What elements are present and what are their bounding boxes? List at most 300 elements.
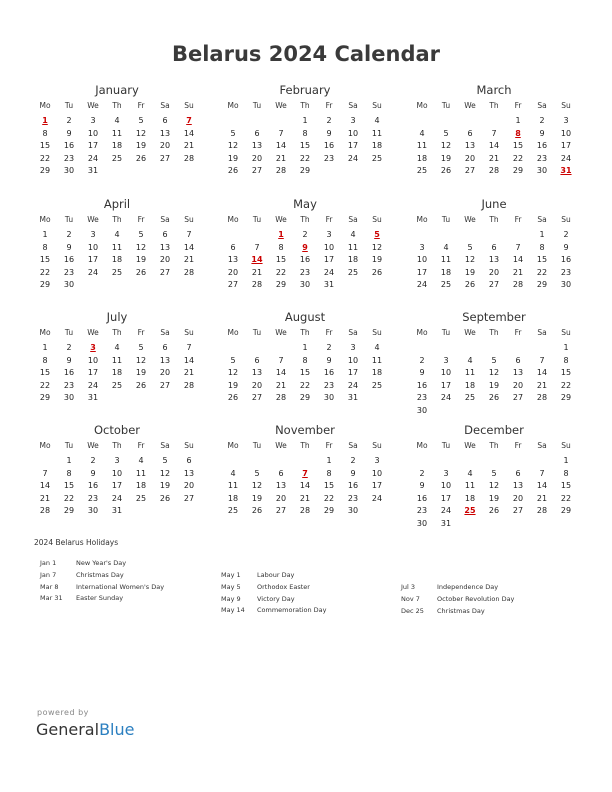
holiday-date: Mar 8: [40, 582, 59, 591]
day-cell: 27: [488, 280, 500, 289]
weekday-header: Sa: [537, 441, 547, 450]
day-cell: 25: [371, 380, 383, 390]
day-cell: 9: [563, 242, 569, 252]
day-cell: 22: [299, 380, 311, 390]
day-cell: 26: [227, 393, 239, 402]
day-cell: 18: [347, 255, 359, 264]
day-cell: 20: [464, 153, 476, 163]
day-cell: 24: [347, 380, 359, 390]
day-cell: 24: [440, 506, 452, 515]
day-cell: 26: [440, 166, 452, 175]
day-cell: 1: [563, 343, 569, 352]
weekday-header: Th: [489, 441, 499, 450]
day-cell: 31: [87, 166, 99, 175]
holiday-day-cell: 3: [90, 343, 96, 352]
holiday-date: May 14: [221, 606, 245, 615]
day-cell: 17: [560, 141, 572, 150]
day-cell: 22: [512, 153, 524, 163]
day-cell: 16: [536, 141, 548, 150]
weekday-header: Sa: [160, 101, 170, 110]
weekday-header: Mo: [227, 328, 239, 337]
day-cell: 15: [536, 255, 548, 264]
holiday-name: New Year's Day: [76, 559, 127, 567]
day-cell: 31: [111, 506, 123, 515]
weekday-header: Sa: [348, 441, 358, 450]
day-cell: 17: [347, 368, 359, 377]
day-cell: 24: [347, 153, 359, 163]
day-cell: 12: [135, 355, 147, 365]
holiday-day-cell: 14: [251, 255, 263, 264]
month-name: November: [275, 423, 335, 437]
day-cell: 24: [87, 380, 99, 390]
day-cell: 6: [467, 128, 473, 138]
day-cell: 5: [443, 128, 449, 138]
weekday-header: Mo: [227, 441, 239, 450]
day-cell: 22: [63, 493, 75, 503]
day-cell: 2: [90, 456, 96, 465]
day-cell: 20: [159, 368, 171, 377]
holiday-row: [401, 583, 591, 595]
holiday-date: May 5: [221, 582, 241, 591]
month-name: February: [279, 83, 331, 97]
weekday-header: Sa: [160, 328, 170, 337]
day-cell: 25: [135, 493, 147, 503]
day-cell: 10: [347, 128, 359, 138]
day-cell: 23: [536, 153, 548, 163]
day-cell: 27: [464, 166, 476, 175]
day-cell: 13: [464, 141, 476, 150]
day-cell: 27: [512, 506, 524, 515]
holiday-row: [221, 571, 411, 583]
month-august: [221, 310, 389, 430]
day-cell: 2: [66, 230, 72, 239]
day-cell: 13: [251, 368, 263, 377]
weekday-header: Sa: [160, 441, 170, 450]
weekday-header: Sa: [160, 215, 170, 224]
day-cell: 4: [419, 128, 425, 138]
day-cell: 9: [539, 128, 545, 138]
weekday-header: Sa: [537, 215, 547, 224]
day-cell: 29: [512, 166, 524, 175]
holiday-date: May 1: [221, 571, 241, 579]
day-cell: 23: [63, 267, 75, 277]
day-cell: 6: [254, 355, 260, 365]
day-cell: 9: [66, 128, 72, 138]
day-cell: 26: [251, 506, 263, 515]
day-cell: 28: [275, 393, 287, 402]
day-cell: 28: [299, 506, 311, 515]
weekday-header: Mo: [416, 441, 428, 450]
day-cell: 10: [87, 242, 99, 252]
day-cell: 25: [464, 393, 476, 402]
weekday-header: Sa: [348, 215, 358, 224]
weekday-header: Fr: [137, 101, 145, 110]
holiday-name: October Revolution Day: [437, 594, 515, 603]
day-cell: 25: [440, 280, 452, 289]
day-cell: 1: [326, 456, 332, 465]
day-cell: 14: [183, 128, 195, 138]
day-cell: 4: [374, 116, 380, 125]
day-cell: 15: [39, 141, 51, 150]
day-cell: 17: [87, 255, 99, 264]
holiday-date: Jul 3: [401, 583, 416, 591]
weekday-header: Su: [561, 441, 571, 450]
day-cell: 8: [66, 468, 72, 478]
day-cell: 8: [42, 242, 48, 252]
day-cell: 13: [251, 141, 263, 150]
day-cell: 6: [515, 468, 521, 478]
day-cell: 8: [563, 355, 569, 365]
day-cell: 23: [87, 493, 99, 503]
day-cell: 2: [66, 343, 72, 352]
weekday-header: Th: [489, 101, 499, 110]
weekday-header: Su: [184, 441, 194, 450]
day-cell: 29: [299, 393, 311, 402]
day-cell: 10: [87, 128, 99, 138]
day-cell: 23: [299, 267, 311, 277]
day-cell: 24: [440, 393, 452, 402]
day-cell: 11: [111, 128, 123, 138]
day-cell: 3: [443, 468, 449, 478]
day-cell: 29: [560, 393, 572, 402]
day-cell: 15: [323, 481, 335, 490]
weekday-header: Su: [184, 101, 194, 110]
day-cell: 22: [299, 153, 311, 163]
weekday-header: Mo: [39, 328, 51, 337]
day-cell: 3: [419, 242, 425, 252]
day-cell: 20: [512, 380, 524, 390]
day-cell: 16: [323, 368, 335, 377]
day-cell: 3: [563, 116, 569, 125]
day-cell: 26: [227, 166, 239, 175]
day-cell: 13: [512, 368, 524, 377]
day-cell: 1: [66, 456, 72, 465]
day-cell: 25: [347, 267, 359, 277]
holiday-row: [221, 583, 411, 595]
day-cell: 22: [323, 493, 335, 503]
day-cell: 21: [536, 493, 548, 503]
weekday-header: We: [275, 328, 287, 337]
day-cell: 6: [278, 468, 284, 478]
day-cell: 17: [87, 368, 99, 377]
day-cell: 15: [299, 141, 311, 150]
month-name: March: [476, 83, 512, 97]
holiday-row: [40, 571, 230, 583]
weekday-header: Tu: [64, 328, 74, 337]
weekday-header: Tu: [441, 441, 451, 450]
day-cell: 3: [114, 456, 120, 465]
day-cell: 1: [563, 456, 569, 465]
day-cell: 17: [440, 380, 452, 390]
day-cell: 5: [138, 343, 144, 352]
holiday-date: Jan 7: [40, 570, 57, 579]
weekday-header: We: [87, 328, 99, 337]
day-cell: 19: [371, 255, 383, 264]
weekday-header: Su: [561, 328, 571, 337]
day-cell: 26: [159, 493, 171, 503]
day-cell: 15: [39, 368, 51, 377]
day-cell: 16: [87, 481, 99, 490]
day-cell: 28: [536, 393, 548, 402]
day-cell: 23: [63, 153, 75, 163]
day-cell: 19: [488, 493, 500, 503]
day-cell: 13: [159, 128, 171, 138]
day-cell: 16: [63, 368, 75, 377]
day-cell: 3: [443, 355, 449, 365]
day-cell: 22: [560, 493, 572, 503]
day-cell: 21: [251, 267, 263, 277]
day-cell: 18: [464, 493, 476, 503]
day-cell: 16: [416, 380, 428, 390]
day-cell: 16: [299, 255, 311, 264]
holiday-day-cell: 5: [374, 230, 380, 239]
day-cell: 19: [159, 481, 171, 490]
day-cell: 7: [278, 355, 284, 365]
day-cell: 17: [347, 141, 359, 150]
day-cell: 30: [63, 280, 75, 289]
day-cell: 30: [416, 518, 428, 528]
weekday-header: Sa: [348, 101, 358, 110]
brand-blue: Blue: [99, 720, 135, 739]
day-cell: 18: [111, 141, 123, 150]
weekday-header: Fr: [325, 215, 333, 224]
day-cell: 9: [350, 468, 356, 478]
weekday-header: Fr: [514, 328, 522, 337]
day-cell: 5: [467, 242, 473, 252]
day-cell: 25: [111, 267, 123, 277]
day-cell: 29: [39, 280, 51, 289]
day-cell: 7: [539, 355, 545, 365]
day-cell: 11: [464, 368, 476, 377]
weekday-header: Tu: [441, 101, 451, 110]
day-cell: 7: [278, 128, 284, 138]
day-cell: 21: [183, 368, 195, 377]
day-cell: 12: [135, 128, 147, 138]
day-cell: 11: [416, 141, 428, 150]
day-cell: 1: [302, 343, 308, 352]
day-cell: 8: [42, 355, 48, 365]
day-cell: 3: [90, 230, 96, 239]
weekday-header: Th: [489, 215, 499, 224]
month-name: January: [95, 83, 139, 97]
day-cell: 24: [111, 493, 123, 503]
weekday-header: Th: [489, 328, 499, 337]
day-cell: 18: [135, 481, 147, 490]
holiday-name: Independence Day: [437, 583, 499, 591]
weekday-header: Mo: [39, 215, 51, 224]
day-cell: 26: [371, 267, 383, 277]
day-cell: 7: [539, 468, 545, 478]
day-cell: 27: [251, 166, 263, 175]
day-cell: 4: [443, 242, 449, 252]
day-cell: 19: [227, 380, 239, 390]
weekday-header: Mo: [416, 328, 428, 337]
month-name: May: [293, 197, 317, 211]
day-cell: 30: [63, 393, 75, 402]
day-cell: 1: [42, 230, 48, 239]
day-cell: 5: [230, 355, 236, 365]
month-october: [33, 423, 201, 543]
day-cell: 8: [302, 128, 308, 138]
day-cell: 17: [87, 141, 99, 150]
day-cell: 18: [371, 368, 383, 377]
holiday-name: International Women's Day: [76, 582, 165, 591]
day-cell: 12: [371, 242, 383, 252]
day-cell: 23: [416, 393, 428, 402]
day-cell: 11: [440, 255, 452, 264]
day-cell: 20: [227, 267, 239, 277]
day-cell: 17: [371, 481, 383, 490]
holiday-day-cell: 1: [278, 230, 284, 239]
day-cell: 23: [560, 267, 572, 277]
day-cell: 10: [371, 468, 383, 478]
weekday-header: Fr: [325, 101, 333, 110]
day-cell: 17: [416, 267, 428, 277]
weekday-header: We: [275, 441, 287, 450]
day-cell: 4: [467, 355, 473, 365]
month-july: [33, 310, 201, 430]
weekday-header: Mo: [39, 101, 51, 110]
day-cell: 9: [419, 368, 425, 377]
day-cell: 9: [326, 355, 332, 365]
day-cell: 10: [347, 355, 359, 365]
day-cell: 4: [114, 230, 120, 239]
day-cell: 6: [254, 128, 260, 138]
day-cell: 8: [42, 128, 48, 138]
day-cell: 30: [416, 405, 428, 415]
weekday-header: Fr: [137, 215, 145, 224]
weekday-header: Fr: [137, 441, 145, 450]
weekday-header: Tu: [252, 215, 262, 224]
day-cell: 19: [251, 493, 263, 503]
day-cell: 28: [275, 166, 287, 175]
day-cell: 25: [111, 380, 123, 390]
day-cell: 26: [135, 380, 147, 390]
holiday-day-cell: 7: [302, 468, 308, 478]
day-cell: 9: [326, 128, 332, 138]
day-cell: 13: [159, 242, 171, 252]
month-name: July: [106, 310, 128, 324]
day-cell: 24: [371, 493, 383, 503]
day-cell: 12: [227, 141, 239, 150]
weekday-header: Th: [300, 101, 310, 110]
month-june: [410, 197, 578, 317]
day-cell: 15: [512, 141, 524, 150]
day-cell: 28: [183, 153, 195, 163]
day-cell: 24: [560, 153, 572, 163]
day-cell: 5: [254, 468, 260, 478]
day-cell: 20: [512, 493, 524, 503]
day-cell: 22: [39, 267, 51, 277]
day-cell: 16: [63, 255, 75, 264]
day-cell: 19: [464, 267, 476, 277]
day-cell: 27: [251, 393, 263, 402]
day-cell: 27: [183, 493, 195, 503]
holiday-day-cell: 25: [464, 506, 476, 515]
weekday-header: Mo: [227, 101, 239, 110]
day-cell: 11: [371, 128, 383, 138]
weekday-header: We: [464, 328, 476, 337]
day-cell: 19: [227, 153, 239, 163]
day-cell: 28: [183, 380, 195, 390]
day-cell: 10: [440, 368, 452, 377]
day-cell: 7: [186, 343, 192, 352]
month-name: October: [93, 423, 141, 437]
day-cell: 24: [87, 153, 99, 163]
day-cell: 14: [512, 255, 524, 264]
day-cell: 15: [63, 481, 75, 490]
day-cell: 11: [464, 481, 476, 490]
month-january: [33, 83, 201, 203]
day-cell: 4: [350, 230, 356, 239]
day-cell: 11: [135, 468, 147, 478]
weekday-header: We: [275, 101, 287, 110]
brand-general: General: [36, 720, 100, 739]
day-cell: 25: [227, 506, 239, 515]
day-cell: 28: [536, 506, 548, 515]
day-cell: 23: [416, 506, 428, 515]
day-cell: 2: [350, 456, 356, 465]
day-cell: 25: [111, 153, 123, 163]
day-cell: 15: [560, 368, 572, 377]
day-cell: 18: [227, 493, 239, 503]
day-cell: 21: [536, 380, 548, 390]
month-name: April: [103, 197, 131, 211]
powered-by-text: powered by: [37, 708, 89, 717]
day-cell: 29: [323, 506, 335, 515]
day-cell: 28: [488, 166, 500, 175]
holiday-day-cell: 31: [560, 166, 572, 175]
day-cell: 13: [227, 255, 239, 264]
weekday-header: Th: [112, 441, 122, 450]
day-cell: 30: [299, 280, 311, 289]
day-cell: 14: [275, 368, 287, 377]
day-cell: 5: [138, 116, 144, 125]
day-cell: 1: [515, 116, 521, 125]
month-name: September: [462, 310, 526, 324]
day-cell: 28: [39, 506, 51, 515]
day-cell: 9: [66, 242, 72, 252]
weekday-header: Th: [300, 215, 310, 224]
day-cell: 30: [87, 506, 99, 515]
weekday-header: Th: [112, 328, 122, 337]
day-cell: 16: [560, 255, 572, 264]
holiday-name: Christmas Day: [437, 606, 485, 615]
weekday-header: Fr: [514, 441, 522, 450]
day-cell: 6: [515, 355, 521, 365]
weekday-header: We: [464, 101, 476, 110]
weekday-header: Fr: [137, 328, 145, 337]
day-cell: 21: [39, 493, 51, 503]
holiday-row: [40, 583, 230, 595]
month-september: [410, 310, 578, 430]
weekday-header: Sa: [537, 101, 547, 110]
day-cell: 28: [512, 280, 524, 289]
day-cell: 31: [323, 280, 335, 289]
day-cell: 12: [227, 368, 239, 377]
day-cell: 3: [374, 456, 380, 465]
day-cell: 11: [111, 355, 123, 365]
day-cell: 24: [323, 267, 335, 277]
day-cell: 2: [539, 116, 545, 125]
holiday-date: Jan 1: [40, 559, 57, 567]
day-cell: 15: [560, 481, 572, 490]
day-cell: 17: [111, 481, 123, 490]
day-cell: 13: [183, 468, 195, 478]
weekday-header: Su: [372, 328, 382, 337]
day-cell: 12: [251, 481, 263, 490]
day-cell: 2: [419, 468, 425, 478]
